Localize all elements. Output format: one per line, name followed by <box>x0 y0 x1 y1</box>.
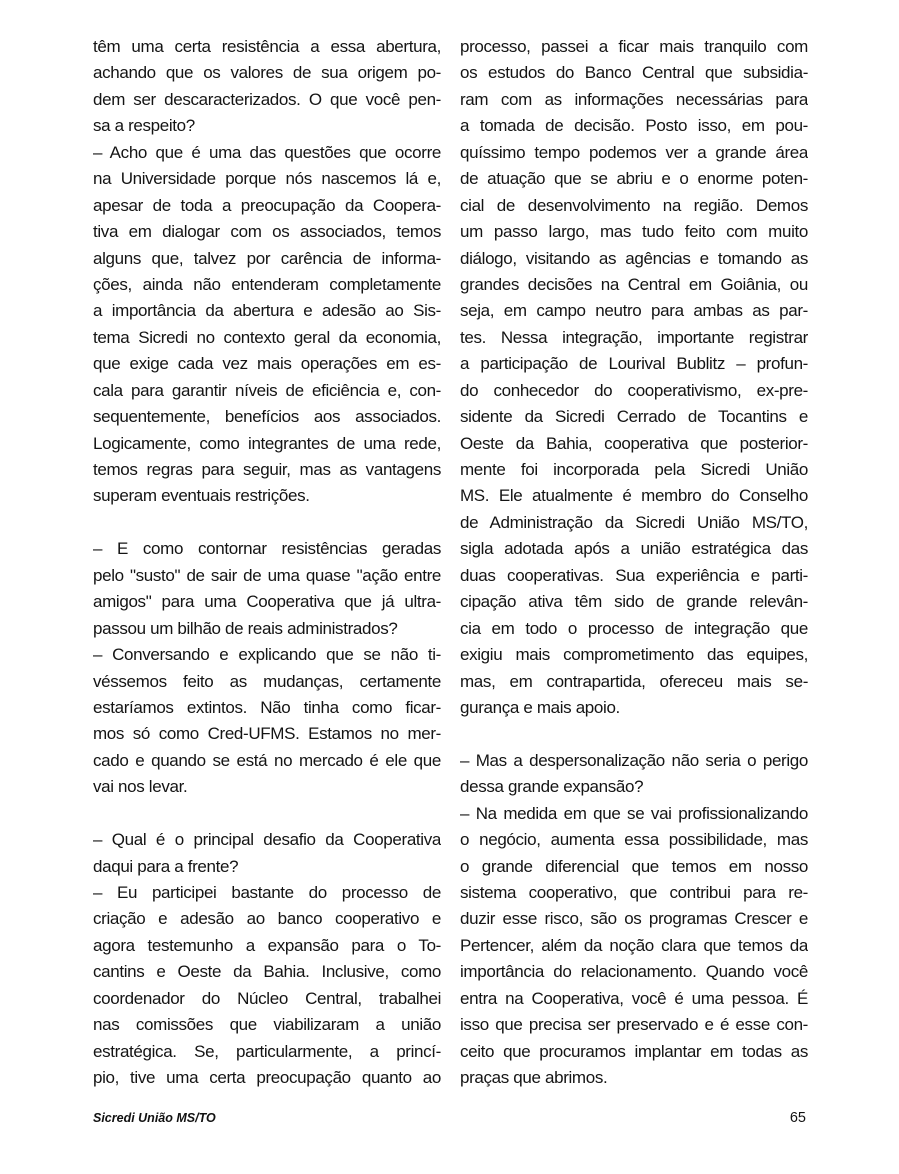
text-line: criação e adesão ao banco cooperativo e <box>93 909 441 929</box>
text-line: tes. Nessa integração, importante registrar <box>460 327 808 347</box>
text-line: – Acho que é uma das questões que ocorre <box>93 142 441 162</box>
text-line: – E como contornar resistências geradas <box>93 539 441 559</box>
text-line: os estudos do Banco Central que subsidia- <box>460 63 808 83</box>
text-line: – Mas a despersonalização não seria o perigo <box>460 750 808 770</box>
text-line: sigla adotada após a união estratégica das <box>460 539 808 559</box>
text-line: de Administração da Sicredi União MS/TO, <box>460 512 808 532</box>
text-line: de atuação que se abriu e o enorme poten- <box>460 169 808 189</box>
text-line: o negócio, aumenta essa possibilidade, mas <box>460 830 808 850</box>
text-line: que exige cada vez mais operações em es- <box>93 354 441 374</box>
text-line: do conhecedor do cooperativismo, ex-pre- <box>460 380 808 400</box>
text-line: a tomada de decisão. Posto isso, em pou- <box>460 116 808 136</box>
text-line: cantins e Oeste da Bahia. Inclusive, como <box>93 962 441 982</box>
text-line: pelo "susto" de sair de uma quase "ação entre <box>93 565 441 585</box>
text-line: ceito que procuramos implantar em todas as <box>460 1041 808 1061</box>
paragraph <box>93 827 441 880</box>
text-line: coordenador do Núcleo Central, trabalhei <box>93 988 441 1008</box>
text-line: na Universidade porque nós nascemos lá e, <box>93 169 441 189</box>
paragraph <box>460 748 808 801</box>
page-body <box>93 34 808 1092</box>
text-line: entra na Cooperativa, você é uma pessoa. É <box>460 988 808 1008</box>
text-line: quíssimo tempo podemos ver a grande área <box>460 142 808 162</box>
text-line: Logicamente, como integrantes de uma rede, <box>93 433 441 453</box>
text-line: cial de desenvolvimento na região. Demos <box>460 195 808 215</box>
text-line: importância do relacionamento. Quando você <box>460 962 808 982</box>
text-line: sequentemente, benefícios aos associados. <box>93 407 441 427</box>
text-line: tema Sicredi no contexto geral da economia, <box>93 327 441 347</box>
text-line: sa a respeito? <box>93 116 195 136</box>
text-line: mas, em contrapartida, ofereceu mais se- <box>460 671 808 691</box>
text-line: tiva em dialogar com os associados, temos <box>93 222 441 242</box>
text-line: ções, ainda não entenderam completamente <box>93 274 441 294</box>
text-line: apesar de toda a preocupação da Coopera- <box>93 195 441 215</box>
text-line: daqui para a frente? <box>93 856 239 876</box>
text-line: vai nos levar. <box>93 777 188 797</box>
text-line: dessa grande expansão? <box>460 777 644 797</box>
page-footer <box>93 1110 806 1126</box>
text-line: MS. Ele atualmente é membro do Conselho <box>460 486 808 506</box>
text-line: sistema cooperativo, que contribui para re- <box>460 883 808 902</box>
text-line: passou um bilhão de reais administrados? <box>93 618 398 638</box>
text-line: a participação de Lourival Bublitz – profun- <box>460 354 808 374</box>
paragraph <box>93 642 441 801</box>
text-line: amigos" para uma Cooperativa que já ultra- <box>93 592 441 612</box>
text-line: véssemos feito as mudanças, certamente <box>93 671 441 691</box>
text-line: duzir esse risco, são os programas Crescer e <box>460 909 808 929</box>
text-line: nas comissões que viabilizaram a união <box>93 1015 441 1035</box>
text-line: um passo largo, mas tudo feito com muito <box>460 222 808 242</box>
text-line: alguns que, talvez por carência de informa- <box>93 248 441 268</box>
text-line: – Na medida em que se vai profissionalizando <box>460 803 808 823</box>
text-line: praças que abrimos. <box>460 1068 608 1088</box>
text-line: gurança e mais apoio. <box>460 697 620 717</box>
text-line: exigiu mais comprometimento das equipes, <box>460 645 808 665</box>
text-line: seja, em campo neutro para ambas as par- <box>460 301 808 321</box>
text-line: isso que precisa ser preservado e é esse con- <box>460 1015 808 1035</box>
text-line: cado e quando se está no mercado é ele que <box>93 750 441 770</box>
text-line: – Eu participei bastante do processo de <box>93 883 441 902</box>
text-line: cipação ativa têm sido de grande relevân- <box>460 592 808 612</box>
text-line: temos regras para seguir, mas as vantagens <box>93 460 441 479</box>
text-line: processo, passei a ficar mais tranquilo com <box>460 37 808 56</box>
text-line: Pertencer, além da noção clara que temos da <box>460 935 808 955</box>
text-line: estratégica. Se, particularmente, a princí- <box>93 1041 441 1061</box>
text-line: cia em todo o processo de integração que <box>460 618 808 638</box>
text-line: – Qual é o principal desafio da Cooperativa <box>93 830 441 850</box>
text-line: o grande diferencial que temos em nosso <box>460 856 808 876</box>
text-line: cala para garantir níveis de eficiência e, con- <box>93 380 441 400</box>
text-line: estaríamos extintos. Não tinha como ficar- <box>93 697 441 717</box>
text-line: têm uma certa resistência a essa abertura, <box>93 37 441 56</box>
text-line: ram com as informações necessárias para <box>460 89 808 109</box>
text-line: grandes decisões na Central em Goiânia, ou <box>460 274 808 294</box>
paragraph <box>93 140 441 510</box>
paragraph <box>93 34 441 140</box>
text-line: a importância da abertura e adesão ao Sis- <box>93 301 441 321</box>
text-line: diálogo, visitando as agências e tomando as <box>460 248 808 268</box>
text-column-right <box>460 34 808 1092</box>
text-line: achando que os valores de sua origem po- <box>93 63 441 83</box>
footer-journal-title: Sicredi União MS/TO <box>93 1111 216 1125</box>
text-line: pio, tive uma certa preocupação quanto ao <box>93 1068 441 1088</box>
paragraph <box>460 34 808 721</box>
text-line: dem ser descaracterizados. O que você pen- <box>93 89 441 109</box>
page-number: 65 <box>789 1110 806 1126</box>
paragraph <box>93 880 441 1092</box>
text-line: superam eventuais restrições. <box>93 486 310 506</box>
text-column-left <box>93 34 441 1092</box>
text-line: Oeste da Bahia, cooperativa que posterior- <box>460 433 808 453</box>
text-line: – Conversando e explicando que se não ti- <box>93 645 441 665</box>
text-line: duas cooperativas. Sua experiência e parti- <box>460 565 808 585</box>
text-line: sidente da Sicredi Cerrado de Tocantins e <box>460 407 808 427</box>
text-line: mos só como Cred-UFMS. Estamos no mer- <box>93 724 441 744</box>
text-line: mente foi incorporada pela Sicredi União <box>460 460 808 479</box>
paragraph <box>93 536 441 642</box>
text-line: agora testemunho a expansão para o To- <box>93 935 441 955</box>
paragraph <box>460 801 808 1092</box>
